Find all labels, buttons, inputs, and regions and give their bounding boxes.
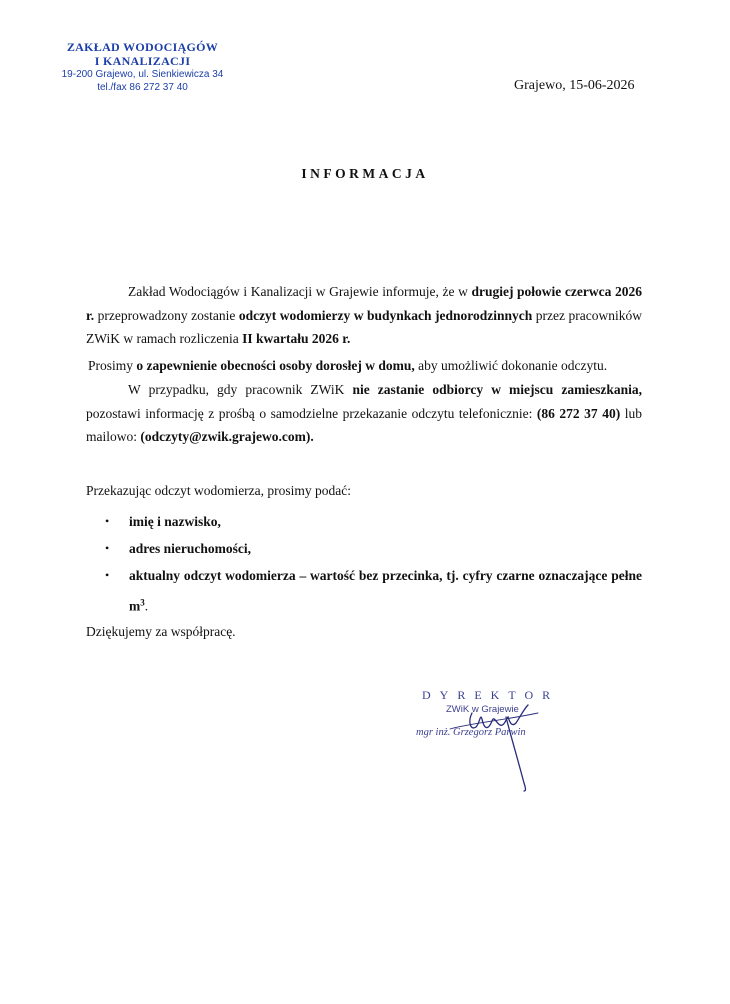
stamp-name: mgr inż. Grzegorz Parwin (416, 727, 526, 738)
company-name-line2: I KANALIZACJI (94, 54, 191, 68)
handwritten-signature (410, 683, 570, 793)
list-item (86, 562, 642, 620)
text-run-bold: o zapewnienie obecności osoby dorosłej w domu, (136, 358, 415, 373)
text-run: przez pracowników ZWiK w ramach rozliczenia (86, 307, 642, 346)
paragraph-reading-schedule (86, 280, 642, 351)
required-info-list (86, 508, 642, 620)
text-run: Prosimy (88, 358, 137, 373)
text-run-bold: II kwartału 2026 r. (242, 331, 351, 346)
document-title: INFORMACJA (301, 166, 429, 181)
list-item-text: imię i nazwisko, (129, 514, 221, 529)
text-run: . (144, 598, 149, 614)
bullet-icon: • (105, 514, 110, 528)
letterhead (40, 40, 245, 94)
list-item-text: aktualny odczyt wodomierza – wartość bez przecinka, tj. cyfry czarne oznaczające pełne m (129, 568, 642, 614)
text-run-bold: odczyt wodomierzy w budynkach jednorodzinnych (238, 307, 533, 323)
text-run: aby umożliwić dokonanie odczytu. (414, 358, 608, 373)
text-run-bold: drugiej połowie czerwca 2026 r. (86, 284, 642, 323)
company-name-line1: ZAKŁAD WODOCIĄGÓW (66, 40, 219, 54)
paragraph-presence-request (88, 354, 644, 378)
email-address: (odczyty@zwik.grajewo.com). (140, 429, 314, 444)
paragraph-absence-info (86, 378, 642, 449)
company-address: 19-200 Grajewo, ul. Sienkiewicza 34 (61, 69, 224, 80)
text-run: W przypadku, gdy pracownik ZWiK (128, 382, 353, 397)
bullet-icon: • (105, 541, 110, 555)
list-item (86, 535, 642, 562)
stamp-title: DYREKTOR (422, 688, 560, 702)
closing-thanks: Dziękujemy za współpracę. (86, 624, 236, 639)
list-item-text: adres nieruchomości, (129, 541, 251, 556)
director-stamp (410, 683, 570, 793)
stamp-organization: ZWiK w Grajewie (446, 704, 519, 715)
text-run: lub mailowo: (86, 405, 642, 444)
text-run: Zakład Wodociągów i Kanalizacji w Grajewie informuje, że w (128, 284, 472, 299)
list-item (86, 508, 642, 535)
phone-number: (86 272 37 40) (536, 405, 621, 421)
superscript: 3 (140, 597, 145, 607)
document-date: Grajewo, 15-06-2026 (514, 78, 635, 93)
text-run-bold: nie zastanie odbiorcy w miejscu zamieszkania, (352, 382, 643, 397)
list-intro: Przekazując odczyt wodomierza, prosimy podać: (86, 483, 352, 498)
text-run: pozostawi informację z prośbą o samodzielne przekazanie odczytu telefonicznie: (86, 405, 537, 421)
bullet-icon: • (105, 568, 110, 582)
company-phone: tel./fax 86 272 37 40 (97, 82, 188, 93)
text-run: przeprowadzony zostanie (94, 307, 239, 323)
